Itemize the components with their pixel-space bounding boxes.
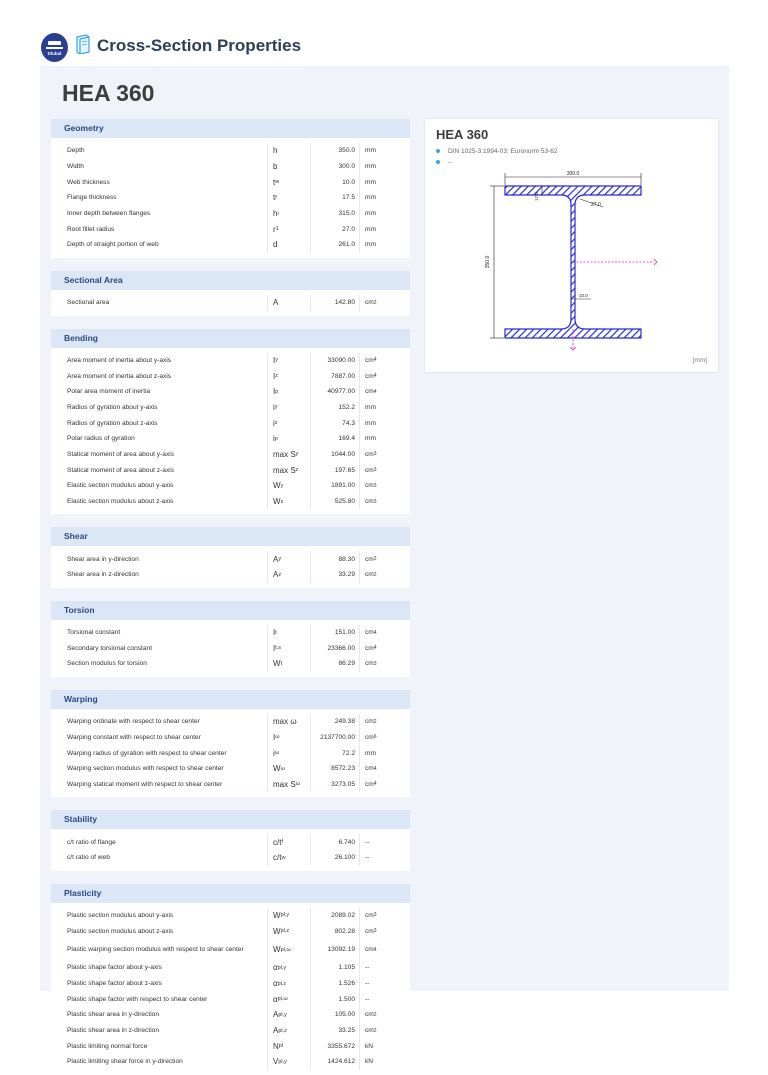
property-unit: cm 2 bbox=[359, 714, 410, 730]
property-description: Depth bbox=[67, 147, 85, 155]
property-unit: mm bbox=[359, 431, 410, 447]
property-symbol: c/t w bbox=[267, 850, 310, 866]
dim-web-label: 10.0 bbox=[579, 293, 588, 298]
property-unit: cm 3 bbox=[359, 462, 410, 478]
property-description: Statical moment of area about y-axis bbox=[67, 450, 175, 458]
property-unit: cm 2 bbox=[359, 551, 410, 567]
property-value: 802.28 bbox=[310, 923, 359, 939]
property-value: 1.526 bbox=[310, 976, 359, 992]
property-description: Shear area in z-direction bbox=[67, 571, 139, 579]
property-description: Plastic limiting shear force in y-direction bbox=[67, 1058, 183, 1066]
section-gap bbox=[51, 258, 410, 271]
property-symbol: W y bbox=[267, 478, 310, 494]
property-description: Warping ordinate with respect to shear center bbox=[67, 718, 200, 726]
property-value: 13092.19 bbox=[310, 939, 359, 960]
property-row bbox=[51, 143, 410, 159]
property-row bbox=[51, 777, 410, 793]
property-unit: cm 3 bbox=[359, 494, 410, 510]
property-description: Area moment of inertia about z-axis bbox=[67, 372, 172, 380]
property-value: 300.0 bbox=[310, 159, 359, 175]
property-symbol: A pl,z bbox=[267, 1023, 310, 1039]
property-description: Radius of gyration about z-axis bbox=[67, 419, 158, 427]
property-symbol: I z bbox=[267, 368, 310, 384]
property-unit: kN bbox=[359, 1038, 410, 1054]
figure-note-extra: -- bbox=[436, 159, 452, 166]
property-unit: -- bbox=[359, 991, 410, 1007]
property-symbol: W pl,z bbox=[267, 923, 310, 939]
property-description: Elastic section modulus about y-axis bbox=[67, 482, 174, 490]
property-value: 23366.00 bbox=[310, 640, 359, 656]
property-value: 3355.672 bbox=[310, 1038, 359, 1054]
property-row bbox=[51, 447, 410, 463]
property-description: Plastic shape factor with respect to shear center bbox=[67, 995, 208, 1003]
property-symbol: i y bbox=[267, 400, 310, 416]
property-description: Statical moment of area about z-axis bbox=[67, 466, 175, 474]
property-row bbox=[51, 462, 410, 478]
property-description: Polar radius of gyration bbox=[67, 435, 135, 443]
property-description: Web thickness bbox=[67, 178, 110, 186]
property-row bbox=[51, 939, 410, 960]
property-value: 7887.00 bbox=[310, 368, 359, 384]
property-unit: mm bbox=[359, 159, 410, 175]
property-value: 105.00 bbox=[310, 1007, 359, 1023]
property-value: 1044.00 bbox=[310, 447, 359, 463]
property-value: 26.100 bbox=[310, 850, 359, 866]
property-value: 33.29 bbox=[310, 567, 359, 583]
property-value: 17.5 bbox=[310, 190, 359, 206]
section-header: Bending bbox=[51, 329, 410, 348]
property-unit: -- bbox=[359, 850, 410, 866]
property-symbol: α pl,y bbox=[267, 960, 310, 976]
section-header: Torsion bbox=[51, 601, 410, 620]
property-description: Warping statical moment with respect to shear center bbox=[67, 780, 223, 788]
property-value: 169.4 bbox=[310, 431, 359, 447]
property-value: 261.0 bbox=[310, 237, 359, 253]
property-value: 2089.02 bbox=[310, 908, 359, 924]
property-row bbox=[51, 1023, 410, 1039]
property-unit: cm 3 bbox=[359, 656, 410, 672]
property-row bbox=[51, 384, 410, 400]
property-description: Radius of gyration about y-axis bbox=[67, 403, 158, 411]
property-row bbox=[51, 478, 410, 494]
property-symbol: i z bbox=[267, 415, 310, 431]
property-value: 1.105 bbox=[310, 960, 359, 976]
property-unit: cm 3 bbox=[359, 908, 410, 924]
property-row bbox=[51, 159, 410, 175]
property-symbol: W z bbox=[267, 494, 310, 510]
property-row bbox=[51, 431, 410, 447]
dlubal-logo bbox=[41, 33, 68, 62]
property-symbol: W pl,ω bbox=[267, 939, 310, 960]
property-unit: kN bbox=[359, 1054, 410, 1070]
book-icon bbox=[74, 34, 92, 54]
property-description: Plastic warping section modulus with respect to shear center bbox=[67, 945, 244, 953]
property-symbol: I t,s bbox=[267, 640, 310, 656]
property-value: 315.0 bbox=[310, 206, 359, 222]
figure-title: HEA 360 bbox=[436, 127, 489, 142]
property-value: 8572.23 bbox=[310, 761, 359, 777]
property-row bbox=[51, 1007, 410, 1023]
property-description: Depth of straight portion of web bbox=[67, 241, 159, 249]
property-description: Torsional constant bbox=[67, 629, 121, 637]
property-unit: cm 4 bbox=[359, 384, 410, 400]
property-value: 6.740 bbox=[310, 834, 359, 850]
property-value: 1891.00 bbox=[310, 478, 359, 494]
property-description: Polar area moment of inertia bbox=[67, 388, 151, 396]
property-unit: cm 4 bbox=[359, 640, 410, 656]
property-symbol: V pl,y bbox=[267, 1054, 310, 1070]
property-row bbox=[51, 923, 410, 939]
property-row bbox=[51, 190, 410, 206]
section-header: Warping bbox=[51, 690, 410, 709]
property-description: Warping section modulus with respect to shear center bbox=[67, 765, 224, 773]
section-gap bbox=[51, 871, 410, 884]
section-header: Shear bbox=[51, 527, 410, 546]
property-value: 72.2 bbox=[310, 745, 359, 761]
section-gap bbox=[51, 797, 410, 810]
property-value: 27.0 bbox=[310, 221, 359, 237]
dim-radius-label: 27.0 bbox=[591, 202, 601, 208]
property-symbol: W ω bbox=[267, 761, 310, 777]
property-description: c/t ratio of flange bbox=[67, 838, 116, 846]
property-description: Secondary torsional constant bbox=[67, 644, 153, 652]
property-description: Root fillet radius bbox=[67, 225, 115, 233]
property-unit: cm 3 bbox=[359, 478, 410, 494]
property-unit: mm bbox=[359, 415, 410, 431]
property-row bbox=[51, 745, 410, 761]
property-row bbox=[51, 174, 410, 190]
property-symbol: A z bbox=[267, 567, 310, 583]
property-symbol: I y bbox=[267, 353, 310, 369]
property-row bbox=[51, 415, 410, 431]
property-symbol: I ω bbox=[267, 730, 310, 746]
property-description: Inner depth between flanges bbox=[67, 210, 151, 218]
cross-section-figure bbox=[425, 119, 718, 372]
property-description: Sectional area bbox=[67, 299, 110, 307]
property-symbol: t f bbox=[267, 190, 310, 206]
figure-note-standard: DIN 1025-3:1994-03; Euronorm 53-62 bbox=[436, 148, 557, 155]
property-description: Plastic shear area in z-direction bbox=[67, 1027, 159, 1035]
property-symbol: h i bbox=[267, 206, 310, 222]
property-unit: mm bbox=[359, 206, 410, 222]
property-symbol: i ω bbox=[267, 745, 310, 761]
property-description: Plastic shape factor about y-axis bbox=[67, 964, 162, 972]
property-unit: cm 4 bbox=[359, 625, 410, 641]
property-unit: cm 4 bbox=[359, 368, 410, 384]
property-unit: mm bbox=[359, 143, 410, 159]
property-symbol: A pl,y bbox=[267, 1007, 310, 1023]
property-row bbox=[51, 730, 410, 746]
property-value: 197.65 bbox=[310, 462, 359, 478]
section-gap bbox=[51, 588, 410, 601]
property-unit: cm 2 bbox=[359, 1007, 410, 1023]
property-row bbox=[51, 714, 410, 730]
property-value: 350.0 bbox=[310, 143, 359, 159]
property-description: Width bbox=[67, 163, 84, 171]
section-header: Sectional Area bbox=[51, 271, 410, 290]
property-symbol: r 1 bbox=[267, 221, 310, 237]
property-unit: -- bbox=[359, 976, 410, 992]
properties-table bbox=[51, 119, 410, 1075]
property-symbol: b bbox=[267, 159, 310, 175]
property-value: 86.29 bbox=[310, 656, 359, 672]
property-unit: -- bbox=[359, 834, 410, 850]
property-description: Warping constant with respect to shear center bbox=[67, 733, 201, 741]
section-gap bbox=[51, 677, 410, 690]
property-row bbox=[51, 567, 410, 583]
property-unit: cm 4 bbox=[359, 353, 410, 369]
unit-label: [mm] bbox=[692, 357, 707, 364]
property-unit: -- bbox=[359, 960, 410, 976]
property-description: Flange thickness bbox=[67, 194, 117, 202]
property-description: Area moment of inertia about y-axis bbox=[67, 356, 172, 364]
property-row bbox=[51, 960, 410, 976]
property-value: 142.80 bbox=[310, 295, 359, 311]
property-unit: mm bbox=[359, 174, 410, 190]
property-description: Section modulus for torsion bbox=[67, 660, 147, 668]
property-symbol: c/t f bbox=[267, 834, 310, 850]
property-row bbox=[51, 640, 410, 656]
section-gap bbox=[51, 316, 410, 329]
property-row bbox=[51, 368, 410, 384]
property-value: 151.00 bbox=[310, 625, 359, 641]
property-unit: cm 3 bbox=[359, 447, 410, 463]
property-row bbox=[51, 206, 410, 222]
property-symbol: I t bbox=[267, 625, 310, 641]
dim-flange-label: 17.5 bbox=[534, 192, 539, 201]
property-row bbox=[51, 991, 410, 1007]
property-value: 33090.00 bbox=[310, 353, 359, 369]
property-unit: mm bbox=[359, 237, 410, 253]
property-symbol: d bbox=[267, 237, 310, 253]
app-title: Cross-Section Properties bbox=[97, 36, 302, 55]
property-symbol: A y bbox=[267, 551, 310, 567]
property-unit: cm 6 bbox=[359, 730, 410, 746]
property-unit: mm bbox=[359, 400, 410, 416]
property-description: Plastic shape factor about z-axis bbox=[67, 980, 162, 988]
property-row bbox=[51, 761, 410, 777]
property-description: Shear area in y-direction bbox=[67, 555, 139, 563]
property-symbol: max ω bbox=[267, 714, 310, 730]
property-row bbox=[51, 237, 410, 253]
property-value: 3273.05 bbox=[310, 777, 359, 793]
property-description: Plastic section modulus about y-axis bbox=[67, 911, 174, 919]
property-unit: mm bbox=[359, 221, 410, 237]
property-unit: cm 4 bbox=[359, 939, 410, 960]
section-header: Stability bbox=[51, 810, 410, 829]
property-symbol: max S ω bbox=[267, 777, 310, 793]
property-row bbox=[51, 834, 410, 850]
property-row bbox=[51, 976, 410, 992]
section-header: Plasticity bbox=[51, 884, 410, 903]
property-symbol: I p bbox=[267, 384, 310, 400]
section-header: Geometry bbox=[51, 119, 410, 138]
property-value: 40977.00 bbox=[310, 384, 359, 400]
property-row bbox=[51, 400, 410, 416]
property-value: 74.3 bbox=[310, 415, 359, 431]
property-symbol: W pl,y bbox=[267, 908, 310, 924]
property-row bbox=[51, 295, 410, 311]
property-row bbox=[51, 221, 410, 237]
property-symbol: i p bbox=[267, 431, 310, 447]
property-row bbox=[51, 551, 410, 567]
property-row bbox=[51, 656, 410, 672]
property-unit: cm 4 bbox=[359, 777, 410, 793]
property-symbol: α pl,ω bbox=[267, 991, 310, 1007]
property-value: 249.38 bbox=[310, 714, 359, 730]
property-symbol: α pl,z bbox=[267, 976, 310, 992]
property-value: 1424.612 bbox=[310, 1054, 359, 1070]
property-symbol: A bbox=[267, 295, 310, 311]
property-description: Plastic shear area in y-direction bbox=[67, 1011, 159, 1019]
property-symbol: max S z bbox=[267, 462, 310, 478]
property-value: 10.0 bbox=[310, 174, 359, 190]
property-value: 152.2 bbox=[310, 400, 359, 416]
property-unit: mm bbox=[359, 190, 410, 206]
dim-width-label: 300.0 bbox=[566, 171, 580, 177]
property-unit: cm 2 bbox=[359, 1023, 410, 1039]
property-unit: cm 2 bbox=[359, 567, 410, 583]
property-description: Warping radius of gyration with respect to shear center bbox=[67, 749, 227, 757]
property-description: Plastic limiting normal force bbox=[67, 1042, 148, 1050]
section-gap bbox=[51, 514, 410, 527]
property-value: 2137700.00 bbox=[310, 730, 359, 746]
property-value: 525.80 bbox=[310, 494, 359, 510]
property-description: c/t ratio of web bbox=[67, 854, 110, 862]
property-description: Plastic section modulus about z-axis bbox=[67, 927, 174, 935]
property-symbol: max S y bbox=[267, 447, 310, 463]
property-symbol: N pl bbox=[267, 1038, 310, 1054]
property-row bbox=[51, 908, 410, 924]
i-beam-drawing bbox=[425, 119, 718, 372]
property-unit: cm 3 bbox=[359, 923, 410, 939]
property-row bbox=[51, 1038, 410, 1054]
property-description: Elastic section modulus about z-axis bbox=[67, 498, 174, 506]
property-row bbox=[51, 625, 410, 641]
property-unit: cm 4 bbox=[359, 761, 410, 777]
property-symbol: t w bbox=[267, 174, 310, 190]
logo-text: Dlubal bbox=[47, 51, 62, 56]
property-row bbox=[51, 353, 410, 369]
product-title: HEA 360 bbox=[62, 80, 155, 106]
property-value: 1.500 bbox=[310, 991, 359, 1007]
property-symbol: h bbox=[267, 143, 310, 159]
property-symbol: W t bbox=[267, 656, 310, 672]
property-row bbox=[51, 1054, 410, 1070]
property-value: 33.25 bbox=[310, 1023, 359, 1039]
dim-height-label: 350.0 bbox=[485, 255, 491, 269]
property-row bbox=[51, 850, 410, 866]
property-unit: mm bbox=[359, 745, 410, 761]
property-value: 88.30 bbox=[310, 551, 359, 567]
property-row bbox=[51, 494, 410, 510]
property-unit: cm 2 bbox=[359, 295, 410, 311]
